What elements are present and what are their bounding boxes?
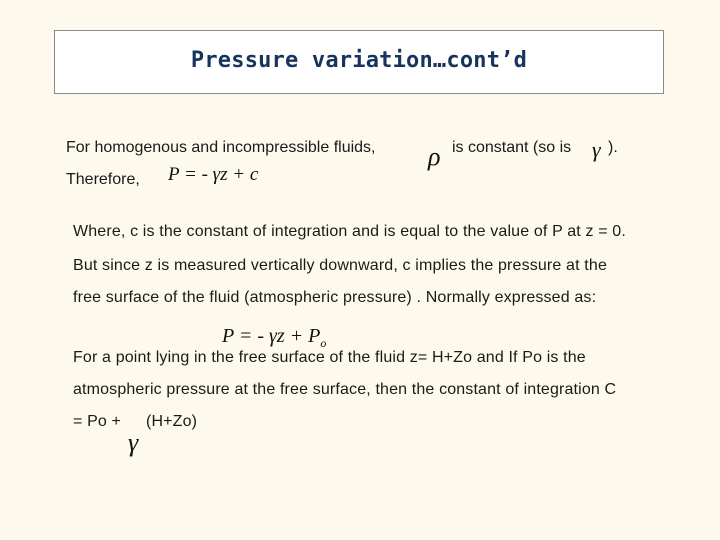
paragraph1-line1: Where, c is the constant of integration and is equal to the value of P at z = 0. xyxy=(73,223,626,240)
equation-p-po-main: P = - γz + P xyxy=(222,325,321,347)
close-paren: ). xyxy=(608,139,618,156)
last-line-gamma: γ xyxy=(128,428,139,457)
paragraph1-line2: But since z is measured vertically downward, c implies the pressure at the xyxy=(73,257,607,274)
homogenous-text: For homogenous and incompressible fluids, xyxy=(66,139,376,156)
last-line-prefix: = Po + xyxy=(73,413,122,430)
therefore-label: Therefore, xyxy=(66,171,140,188)
slide-title: Pressure variation…cont’d xyxy=(190,47,528,73)
paragraph2-line2: atmospheric pressure at the free surface, then the constant of integration C xyxy=(73,381,617,398)
rho-symbol: ρ xyxy=(428,142,441,171)
title-box xyxy=(54,30,664,94)
last-line-suffix: (H+Zo) xyxy=(146,413,198,430)
gamma-symbol: γ xyxy=(592,137,601,162)
paragraph2-line1: For a point lying in the free surface of the fluid z= H+Zo and If Po is the xyxy=(73,349,586,366)
constant-text: is constant (so is xyxy=(452,139,572,156)
equation-p-po-subscript: o xyxy=(320,336,327,350)
paragraph1-line3: free surface of the fluid (atmospheric pressure) . Normally expressed as: xyxy=(73,289,597,306)
equation-p-c: P = - γz + c xyxy=(168,164,259,185)
